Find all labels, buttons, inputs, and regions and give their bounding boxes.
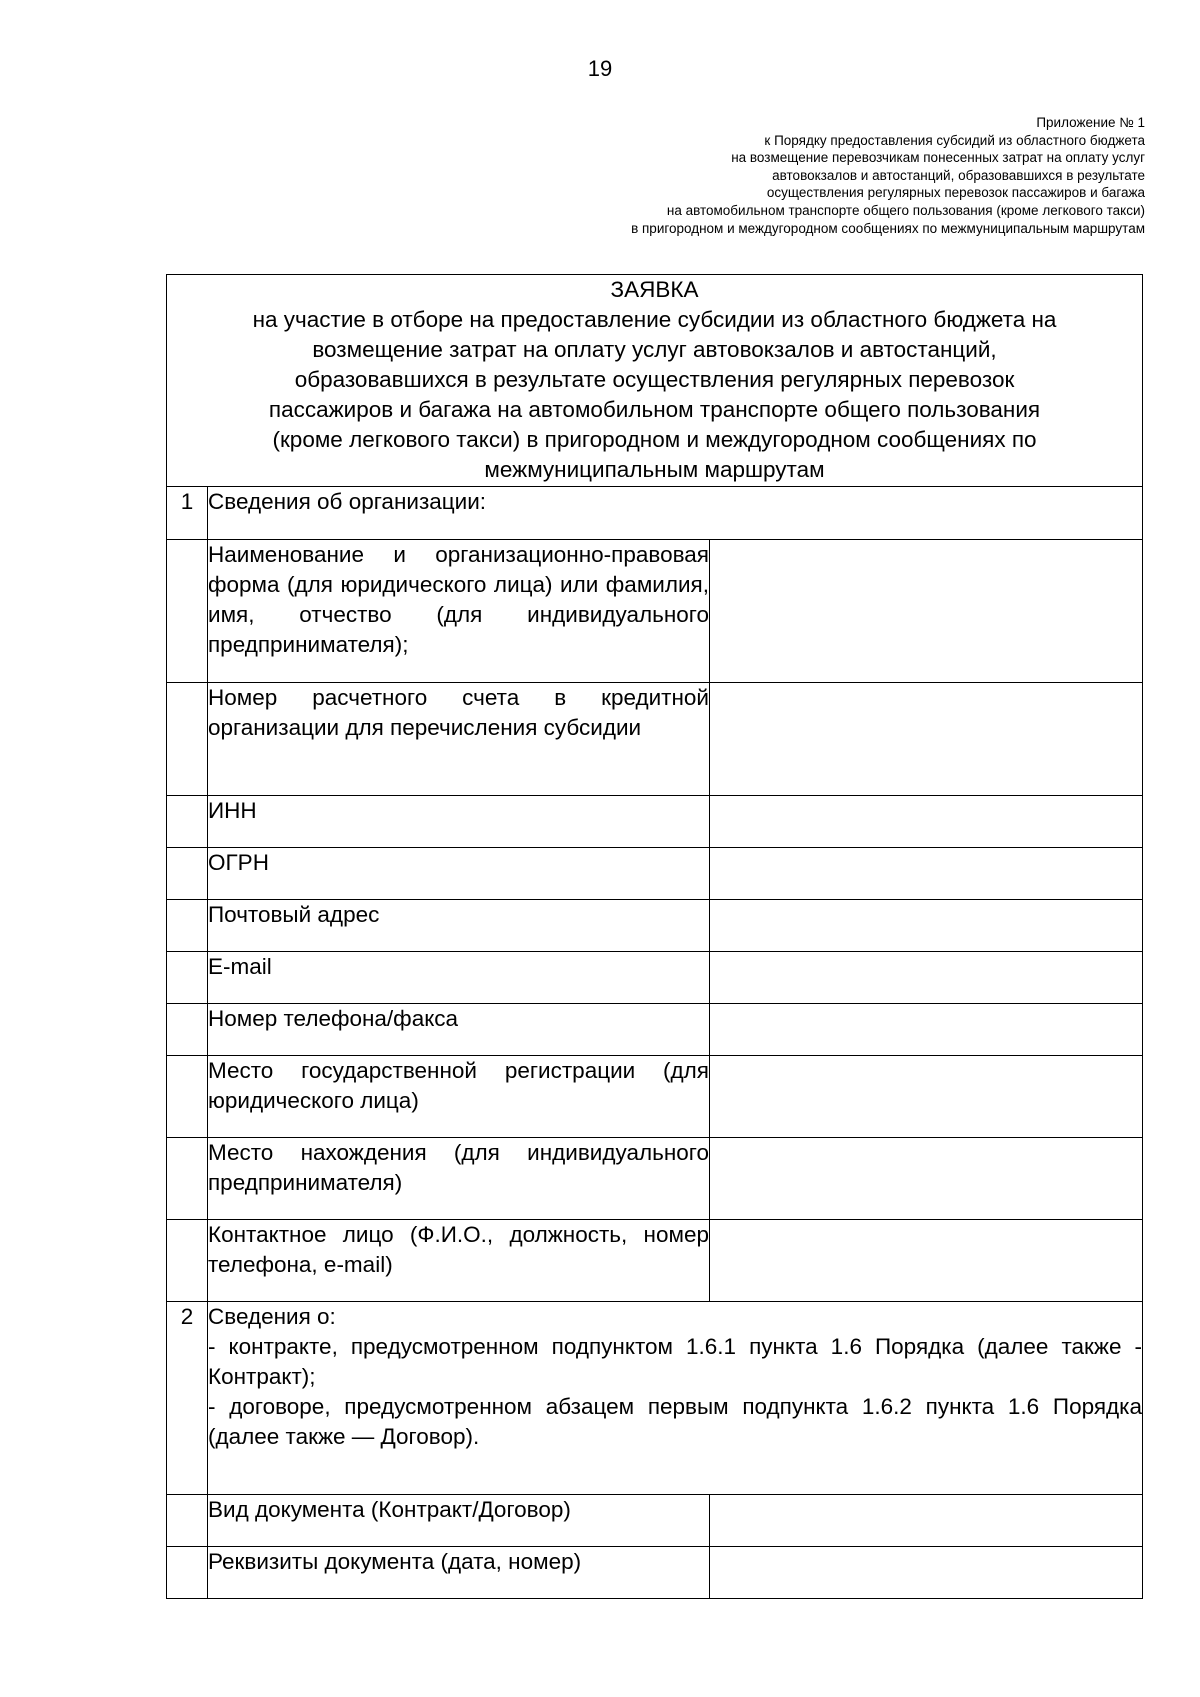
field-label: Место нахождения (для индивидуального предпринимателя) [208,1138,710,1220]
section2-item: - договоре, предусмотренном абзацем первым подпункта 1.6.2 пункта 1.6 Порядка (далее также — Договор). [208,1394,1143,1449]
field-value-cell[interactable] [710,1220,1143,1302]
number-cell [167,952,208,1004]
section2-item: - контракте, предусмотренном подпунктом 1.6.1 пункта 1.6 Порядка (далее также - Контракт); [208,1334,1143,1389]
field-label: Реквизиты документа (дата, номер) [208,1547,710,1599]
number-cell [167,796,208,848]
form-title-line: (кроме легкового такси) в пригородном и междугородном сообщениях по [272,427,1037,452]
field-value-cell[interactable] [710,1495,1143,1547]
number-cell [167,1220,208,1302]
field-value-cell[interactable] [710,540,1143,683]
field-value-cell[interactable] [710,900,1143,952]
field-label: ИНН [208,796,710,848]
form-title-line: образовавшихся в результате осуществления регулярных перевозок [294,367,1015,392]
field-value-cell[interactable] [710,848,1143,900]
section-heading [208,1302,1143,1495]
section-number: 1 [167,487,208,540]
section2-heading: Сведения о: [208,1304,336,1329]
appendix-line: на возмещение перевозчикам понесенных затрат на оплату услуг [731,150,1145,166]
form-title [167,275,1143,487]
field-label: Номер расчетного счета в кредитной организации для перечисления субсидии [208,683,710,796]
field-value-cell[interactable] [710,796,1143,848]
appendix-line: в пригородном и междугородном сообщениях по межмуниципальным маршрутам [631,220,1145,236]
form-title-line: на участие в отборе на предоставление субсидии из областного бюджета на [252,307,1057,332]
number-cell [167,900,208,952]
field-label: Наименование и организационно-правовая форма (для юридического лица) или фамилия, имя, отчество (для индивидуального предпринимателя); [208,540,710,683]
number-cell [167,1056,208,1138]
form-title-line: межмуниципальным маршрутам [484,457,825,482]
field-label: E-mail [208,952,710,1004]
appendix-header [631,114,1145,237]
appendix-line: автовокзалов и автостанций, образовавшихся в результате [772,167,1145,183]
number-cell [167,540,208,683]
field-value-cell[interactable] [710,1138,1143,1220]
appendix-line: осуществления регулярных перевозок пассажиров и багажа [766,185,1145,201]
section-number: 2 [167,1302,208,1495]
number-cell [167,848,208,900]
field-value-cell[interactable] [710,683,1143,796]
appendix-line: Приложение № 1 [1036,115,1145,130]
application-form-table [166,274,1143,1599]
field-value-cell[interactable] [710,952,1143,1004]
field-label: Место государственной регистрации (для юридического лица) [208,1056,710,1138]
section-heading: Сведения об организации: [208,487,1143,540]
form-heading: ЗАЯВКА [610,277,699,302]
number-cell [167,1547,208,1599]
field-value-cell[interactable] [710,1056,1143,1138]
field-value-cell[interactable] [710,1004,1143,1056]
field-label: ОГРН [208,848,710,900]
number-cell [167,1004,208,1056]
appendix-line: на автомобильном транспорте общего пользования (кроме легкового такси) [666,202,1145,218]
field-label: Вид документа (Контракт/Договор) [208,1495,710,1547]
form-title-line: возмещение затрат на оплату услуг автовокзалов и автостанций, [312,337,997,362]
appendix-line: к Порядку предоставления субсидий из областного бюджета [764,132,1145,148]
field-label: Контактное лицо (Ф.И.О., должность, номер телефона, e-mail) [208,1220,710,1302]
form-title-line: пассажиров и багажа на автомобильном транспорте общего пользования [268,397,1041,422]
field-label: Номер телефона/факса [208,1004,710,1056]
field-value-cell[interactable] [710,1547,1143,1599]
number-cell [167,1495,208,1547]
field-label: Почтовый адрес [208,900,710,952]
page-number: 19 [587,56,613,81]
number-cell [167,683,208,796]
number-cell [167,1138,208,1220]
